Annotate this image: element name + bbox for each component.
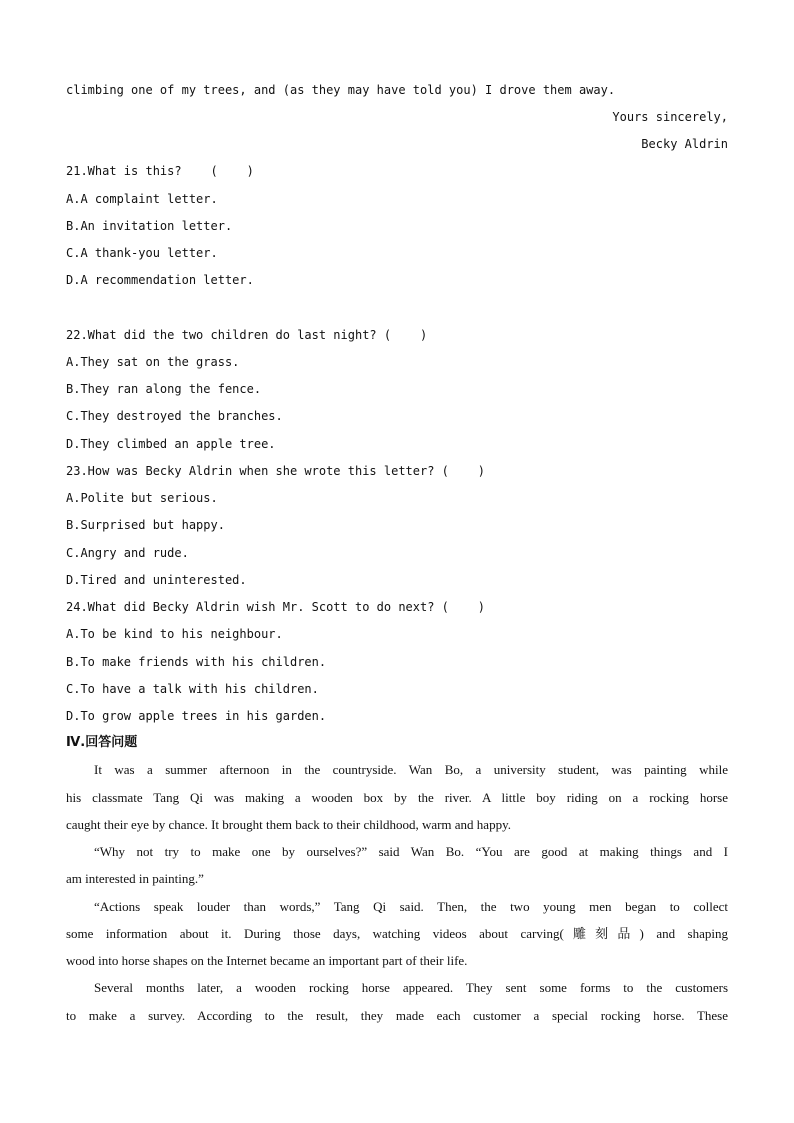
passage-line: his classmate Tang Qi was making a wooden box by the river. A little boy riding on a rocking horse [66,790,728,805]
question-23-stem: 23.How was Becky Aldrin when she wrote this letter? ( ) [66,464,486,478]
question-23-option-a: A.Polite but serious. [66,491,218,505]
question-21-option-a: A.A complaint letter. [66,192,218,206]
passage-line: Several months later, a wooden rocking horse appeared. They sent some forms to the customers [94,980,728,995]
question-21-option-d: D.A recommendation letter. [66,273,254,287]
question-24-option-d: D.To grow apple trees in his garden. [66,709,327,723]
passage-line: am interested in painting.” [66,871,204,886]
question-23-option-d: D.Tired and uninterested. [66,573,247,587]
question-21-option-b: B.An invitation letter. [66,219,233,233]
section-heading: Ⅳ.回答问题 [66,735,138,750]
question-22-option-c: C.They destroyed the branches. [66,409,283,423]
passage-line: to make a survey. According to the result, they made each customer a special rocking horse. These [66,1008,728,1023]
question-22-option-a: A.They sat on the grass. [66,355,240,369]
passage-line: wood into horse shapes on the Internet became an important part of their life. [66,953,468,968]
passage-line: “Why not try to make one by ourselves?” said Wan Bo. “You are good at making things and I [94,844,728,859]
passage-line: It was a summer afternoon in the countryside. Wan Bo, a university student, was painting while [94,762,728,777]
letter-closing: Yours sincerely, [612,110,728,124]
question-24-option-b: B.To make friends with his children. [66,655,327,669]
question-23-option-b: B.Surprised but happy. [66,518,225,532]
question-22-stem: 22.What did the two children do last night? ( ) [66,328,428,342]
passage-line: “Actions speak louder than words,” Tang Qi said. Then, the two young men began to collect [94,899,728,914]
question-22-option-b: B.They ran along the fence. [66,382,262,396]
letter-last-line: climbing one of my trees, and (as they may have told you) I drove them away. [66,83,616,97]
question-24-option-c: C.To have a talk with his children. [66,682,319,696]
question-24-stem: 24.What did Becky Aldrin wish Mr. Scott to do next? ( ) [66,600,486,614]
passage-line: caught their eye by chance. It brought them back to their childhood, warm and happy. [66,817,511,832]
question-24-option-a: A.To be kind to his neighbour. [66,627,283,641]
question-22-option-d: D.They climbed an apple tree. [66,437,276,451]
question-23-option-c: C.Angry and rude. [66,546,189,560]
letter-signature: Becky Aldrin [641,137,728,151]
question-21-option-c: C.A thank-you letter. [66,246,218,260]
question-21-stem: 21.What is this? ( ) [66,164,254,178]
passage-line: some information about it. During those days, watching videos about carving(雕刻品) and shaping [66,926,728,941]
